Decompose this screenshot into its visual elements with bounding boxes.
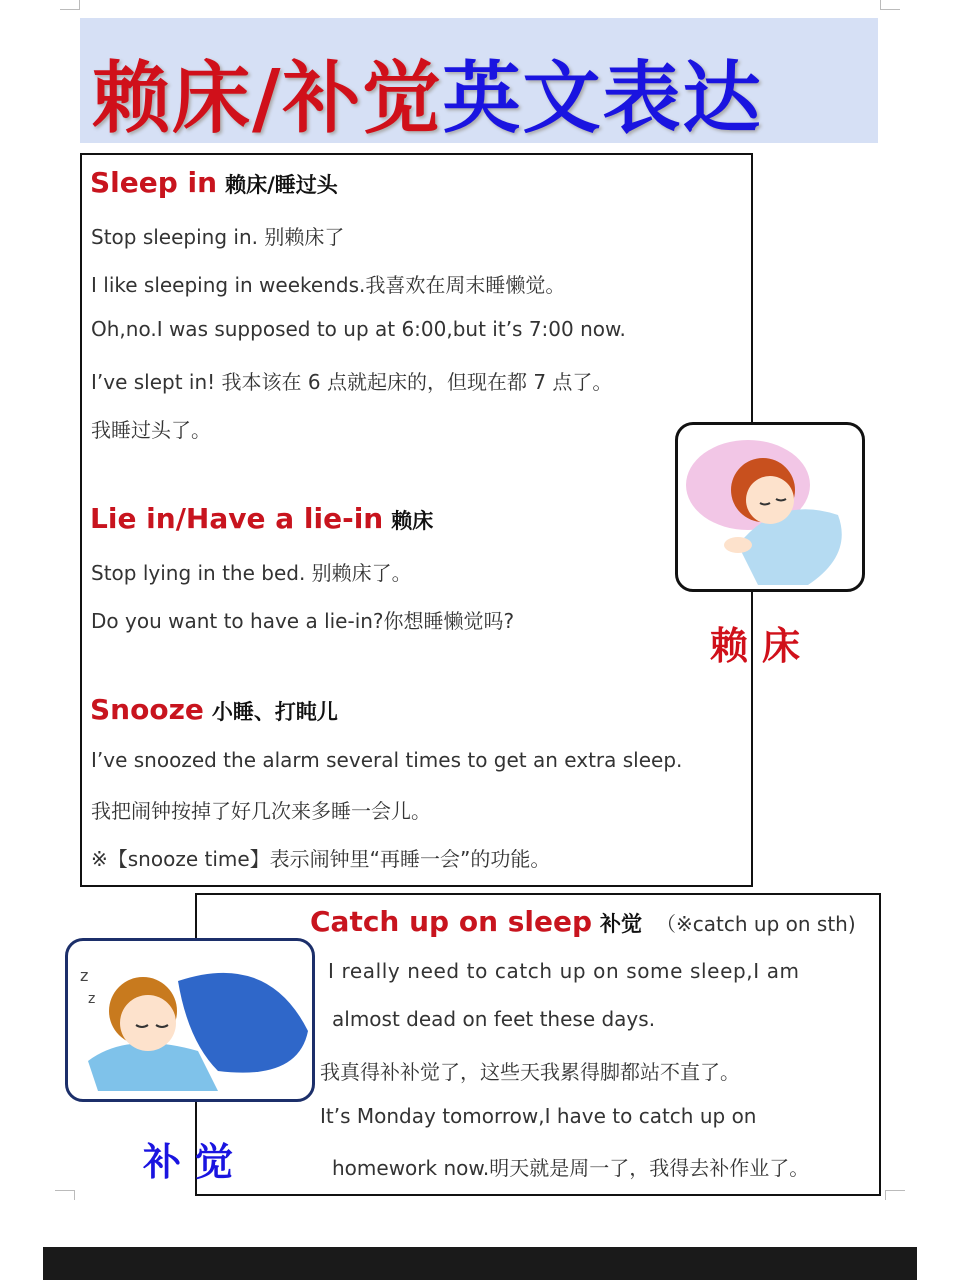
example-line: I’ve slept in! 我本该在 6 点就起床的，但现在都 7 点了。 [91, 370, 613, 394]
example-line: 我睡过头了。 [91, 418, 211, 442]
example-line: I like sleeping in weekends.我喜欢在周末睡懒觉。 [91, 273, 566, 297]
section-heading [90, 502, 433, 535]
svg-text:z: z [88, 991, 96, 1007]
label-catch-up: 补觉 [143, 1140, 248, 1184]
phrase: Snooze [90, 693, 204, 726]
crop-mark [885, 1190, 905, 1200]
crop-mark [60, 0, 80, 10]
section-heading [310, 905, 856, 938]
phrase: Catch up on sleep [310, 905, 593, 938]
example-line: I really need to catch up on some sleep,I am [328, 959, 800, 983]
example-line: 我把闹钟按掉了好几次来多睡一会儿。 [91, 799, 431, 823]
phrase: Sleep in [90, 166, 218, 199]
phrase-meaning: 小睡、打盹儿 [211, 700, 338, 724]
example-line: Do you want to have a lie-in?你想睡懒觉吗? [91, 609, 515, 633]
bottom-bar [43, 1247, 917, 1280]
label-lie-in: 赖床 [710, 624, 815, 668]
example-line: Stop lying in the bed. 别赖床了。 [91, 561, 412, 585]
example-line: homework now.明天就是周一了，我得去补作业了。 [332, 1156, 810, 1180]
phrase-meaning: 补觉 [600, 912, 643, 936]
svg-text:z: z [80, 966, 89, 985]
phrase-meaning: 赖床 [391, 509, 434, 533]
page-title [92, 36, 763, 148]
section-heading [90, 693, 338, 726]
example-line: Stop sleeping in. 别赖床了 [91, 225, 345, 249]
example-line: Oh,no.I was supposed to up at 6:00,but it’s 7:00 now. [91, 317, 626, 341]
example-line: It’s Monday tomorrow,I have to catch up on [320, 1104, 757, 1128]
title-blue: 英文表达 [442, 54, 763, 144]
phrase: Lie in/Have a lie-in [90, 502, 384, 535]
example-line: almost dead on feet these days. [332, 1007, 656, 1031]
sleeping-boy-illustration [65, 938, 315, 1102]
phrase-note: （※catch up on sth) [656, 912, 856, 936]
title-red: 赖床/补觉 [92, 54, 443, 144]
sleeping-girl-illustration [675, 422, 865, 592]
example-line: ※【snooze time】表示闹钟里“再睡一会”的功能。 [91, 847, 551, 871]
crop-mark [55, 1190, 75, 1200]
section-heading [90, 166, 338, 199]
example-line: 我真得补补觉了，这些天我累得脚都站不直了。 [320, 1060, 740, 1084]
crop-mark [880, 0, 900, 10]
example-line: I’ve snoozed the alarm several times to get an extra sleep. [91, 748, 683, 772]
phrase-meaning: 赖床/睡过头 [225, 173, 338, 197]
